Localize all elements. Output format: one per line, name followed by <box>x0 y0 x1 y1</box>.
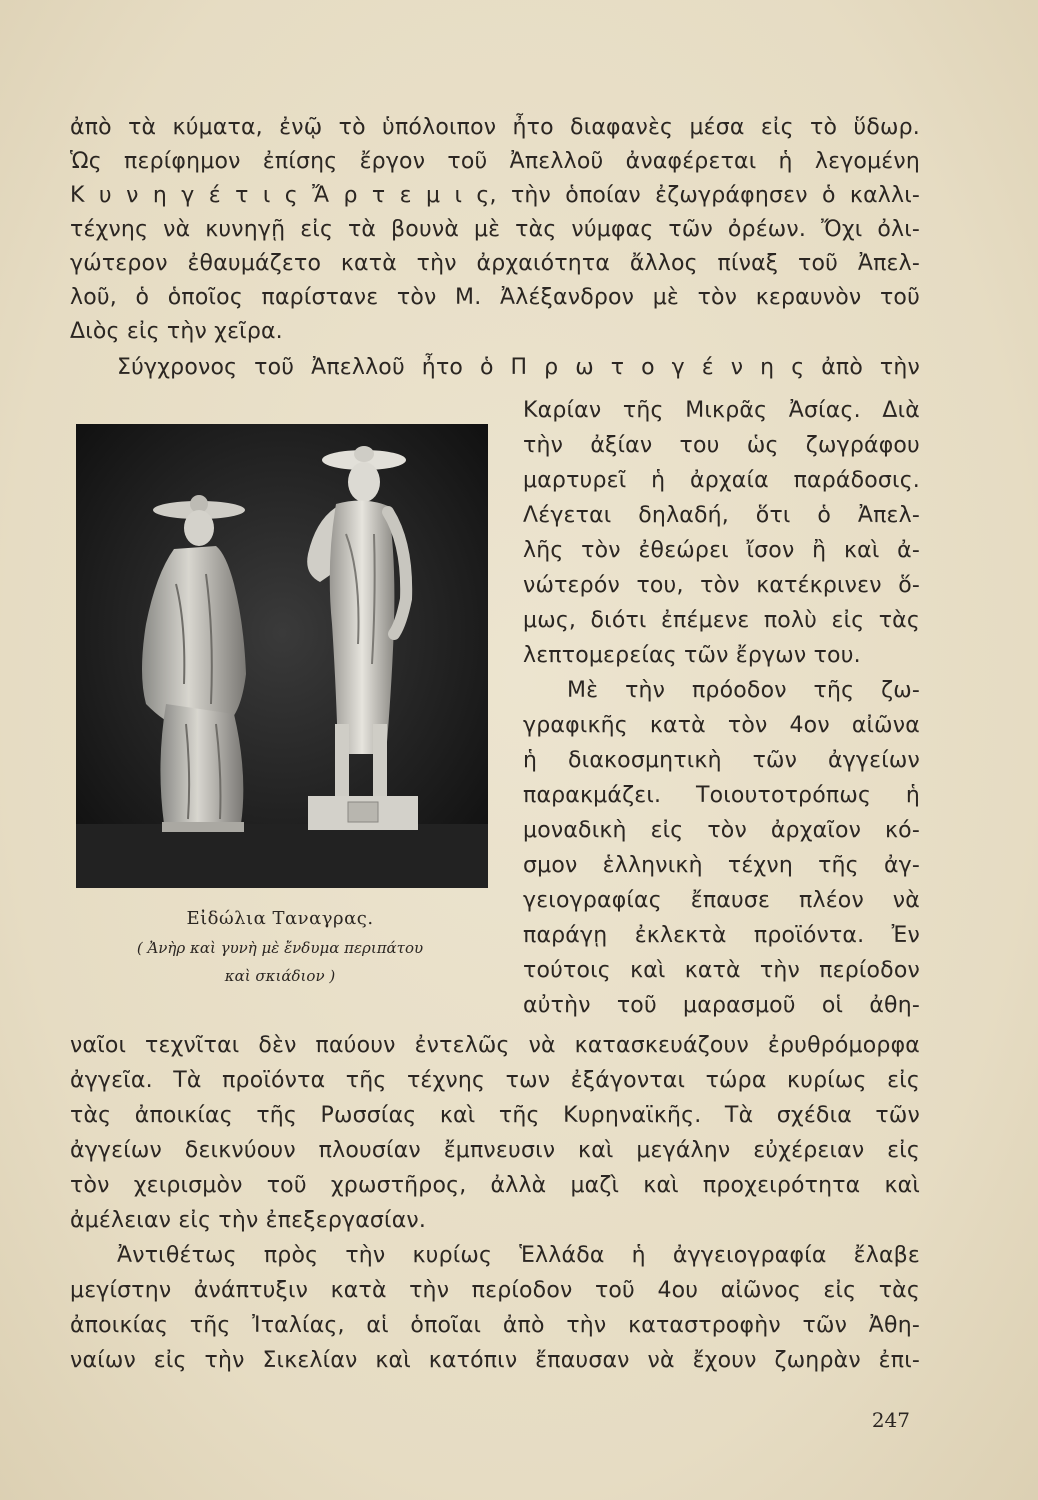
figurines-illustration <box>76 424 488 888</box>
text-line: μαρτυρεῖ ἡ ἀρχαία παράδοσις. <box>523 468 920 493</box>
text-line: Λέγεται δηλαδή, ὅτι ὁ Ἀπελ- <box>523 503 920 528</box>
figure-caption-title: Εἰδώλια Ταναγρας. <box>186 908 374 929</box>
text-line: μεγίστην ἀνάπτυξιν κατὰ τὴν περίοδον τοῦ 4ου αἰῶνος εἰς τὰς <box>70 1278 920 1303</box>
text-line: λῆς τὸν ἐθεώρει ἴσον ἢ καὶ ἀ- <box>523 538 920 563</box>
text-line: σμον ἑλληνικὴ τέχνη τῆς ἀγ- <box>523 853 920 878</box>
text-line: Ἀντιθέτως πρὸς τὴν κυρίως Ἑλλάδα ἡ ἀγγειογραφία ἔλαβε <box>117 1243 920 1268</box>
text-line: ἀποικίας τῆς Ἰταλίας, αἱ ὁποῖαι ἀπὸ τὴν καταστροφὴν τῶν Ἀθη- <box>70 1313 920 1338</box>
text-line: Κ υ ν η γ έ τ ι ς Ἄ ρ τ ε μ ι ς, τὴν ὁποίαν ἐζωγράφησεν ὁ καλλι- <box>70 183 920 208</box>
text-line: ναῖοι τεχνῖται δὲν παύουν ἐντελῶς νὰ κατασκευάζουν ἐρυθρόμορφα <box>70 1033 920 1058</box>
text-line: Καρίαν τῆς Μικρᾶς Ἀσίας. Διὰ <box>523 398 920 423</box>
text-line: ἡ διακοσμητικὴ τῶν ἀγγείων <box>523 748 920 773</box>
figure-caption-line: ( Ἀνὴρ καὶ γυνὴ μὲ ἔνδυμα περιπάτου <box>136 939 424 957</box>
text-line: γειογραφίας ἔπαυσε πλέον νὰ <box>523 888 920 913</box>
text-line: ἀπὸ τὰ κύματα, ἐνῷ τὸ ὑπόλοιπον ἦτο διαφανὲς μέσα εἰς τὸ ὕδωρ. <box>70 115 920 140</box>
text-line: τὴν ἀξίαν του ὡς ζωγράφου <box>523 433 920 458</box>
text-line: νώτερόν του, τὸν κατέκρινεν ὅ- <box>523 573 920 598</box>
text-line: λοῦ, ὁ ὁποῖος παρίστανε τὸν Μ. Ἀλέξανδρον μὲ τὸν κεραυνὸν τοῦ <box>70 285 920 310</box>
text-line: ναίων εἰς τὴν Σικελίαν καὶ κατόπιν ἔπαυσαν νὰ ἔχουν ζωηρὰν ἐπι- <box>70 1348 920 1373</box>
text-line: τέχνης νὰ κυνηγῇ εἰς τὰ βουνὰ μὲ τὰς νύμφας τῶν ὀρέων. Ὄχι ὀλι- <box>70 217 920 242</box>
figure-caption-line: καὶ σκιάδιον ) <box>224 967 336 985</box>
text-line: γραφικῆς κατὰ τὸν 4ον αἰῶνα <box>523 713 920 738</box>
text-line: τὸν χειρισμὸν τοῦ χρωστῆρος, ἀλλὰ μαζὶ καὶ προχειρότητα καὶ <box>70 1173 920 1198</box>
text-line: τὰς ἀποικίας τῆς Ρωσσίας καὶ τῆς Κυρηναϊκῆς. Τὰ σχέδια τῶν <box>70 1103 920 1128</box>
text-line: Ὡς περίφημον ἐπίσης ἔργον τοῦ Ἀπελλοῦ ἀναφέρεται ἡ λεγομένη <box>70 149 920 174</box>
text-line: παράγῃ ἐκλεκτὰ προϊόντα. Ἐν <box>523 923 920 948</box>
text-line: τούτοις καὶ κατὰ τὴν περίοδον <box>523 958 920 983</box>
page-number: 247 <box>871 1408 910 1432</box>
text-line: γώτερον ἐθαυμάζετο κατὰ τὴν ἀρχαιότητα ἄλλος πίναξ τοῦ Ἀπελ- <box>70 251 920 276</box>
text-line: παρακμάζει. Τοιουτοτρόπως ἡ <box>523 783 920 808</box>
text-line: ἀμέλειαν εἰς τὴν ἐπεξεργασίαν. <box>70 1208 427 1233</box>
text-line: αὐτὴν τοῦ μαρασμοῦ οἱ ἀθη- <box>523 993 920 1018</box>
text-line: λεπτομερείας τῶν ἔργων του. <box>523 643 861 668</box>
text-line: ἀγγεῖα. Τὰ προϊόντα τῆς τέχνης των ἐξάγονται τώρα κυρίως εἰς <box>70 1068 920 1093</box>
text-line: Σύγχρονος τοῦ Ἀπελλοῦ ἦτο ὁ Π ρ ω τ ο γ έ ν η ς ἀπὸ τὴν <box>117 355 920 380</box>
text-line: ἀγγείων δεικνύουν πλουσίαν ἔμπνευσιν καὶ μεγάλην εὐχέρειαν εἰς <box>70 1138 920 1163</box>
text-line: μως, διότι ἐπέμενε πολὺ εἰς τὰς <box>523 608 920 633</box>
tanagra-figurines-photo <box>76 424 488 888</box>
text-line: μοναδικὴ εἰς τὸν ἀρχαῖον κό- <box>523 818 920 843</box>
text-line: Διὸς εἰς τὴν χεῖρα. <box>70 319 283 344</box>
text-line: Μὲ τὴν πρόοδον τῆς ζω- <box>567 678 920 703</box>
